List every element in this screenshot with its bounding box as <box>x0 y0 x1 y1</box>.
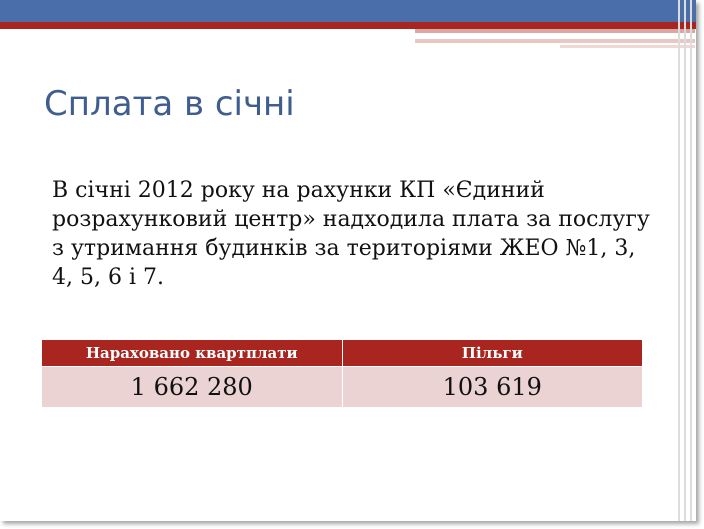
top-red-band <box>0 22 696 29</box>
column-header-charged: Нараховано квартплати <box>42 340 342 367</box>
decorative-stripe <box>415 39 695 43</box>
decorative-vertical-line <box>678 0 680 521</box>
decorative-vertical-line <box>684 0 686 521</box>
slide-body-text: В січні 2012 року на рахунки КП «Єдиний розрахунковий центр» надходила плата за послугу з утримання будинків за територіями ЖЕО №1, 3, 4, 5, 6 і 7. <box>52 178 650 290</box>
decorative-stripe <box>415 29 695 33</box>
payments-table <box>42 340 642 407</box>
top-blue-band <box>0 0 696 22</box>
decorative-stripe <box>560 45 695 48</box>
decorative-vertical-line <box>690 0 692 521</box>
cell-benefits-value: 103 619 <box>342 367 642 408</box>
cell-charged-value: 1 662 280 <box>42 367 342 408</box>
table-row <box>42 367 642 408</box>
column-header-benefits: Пільги <box>342 340 642 367</box>
slide-title: Сплата в січні <box>44 84 295 124</box>
table-header-row <box>42 340 642 367</box>
